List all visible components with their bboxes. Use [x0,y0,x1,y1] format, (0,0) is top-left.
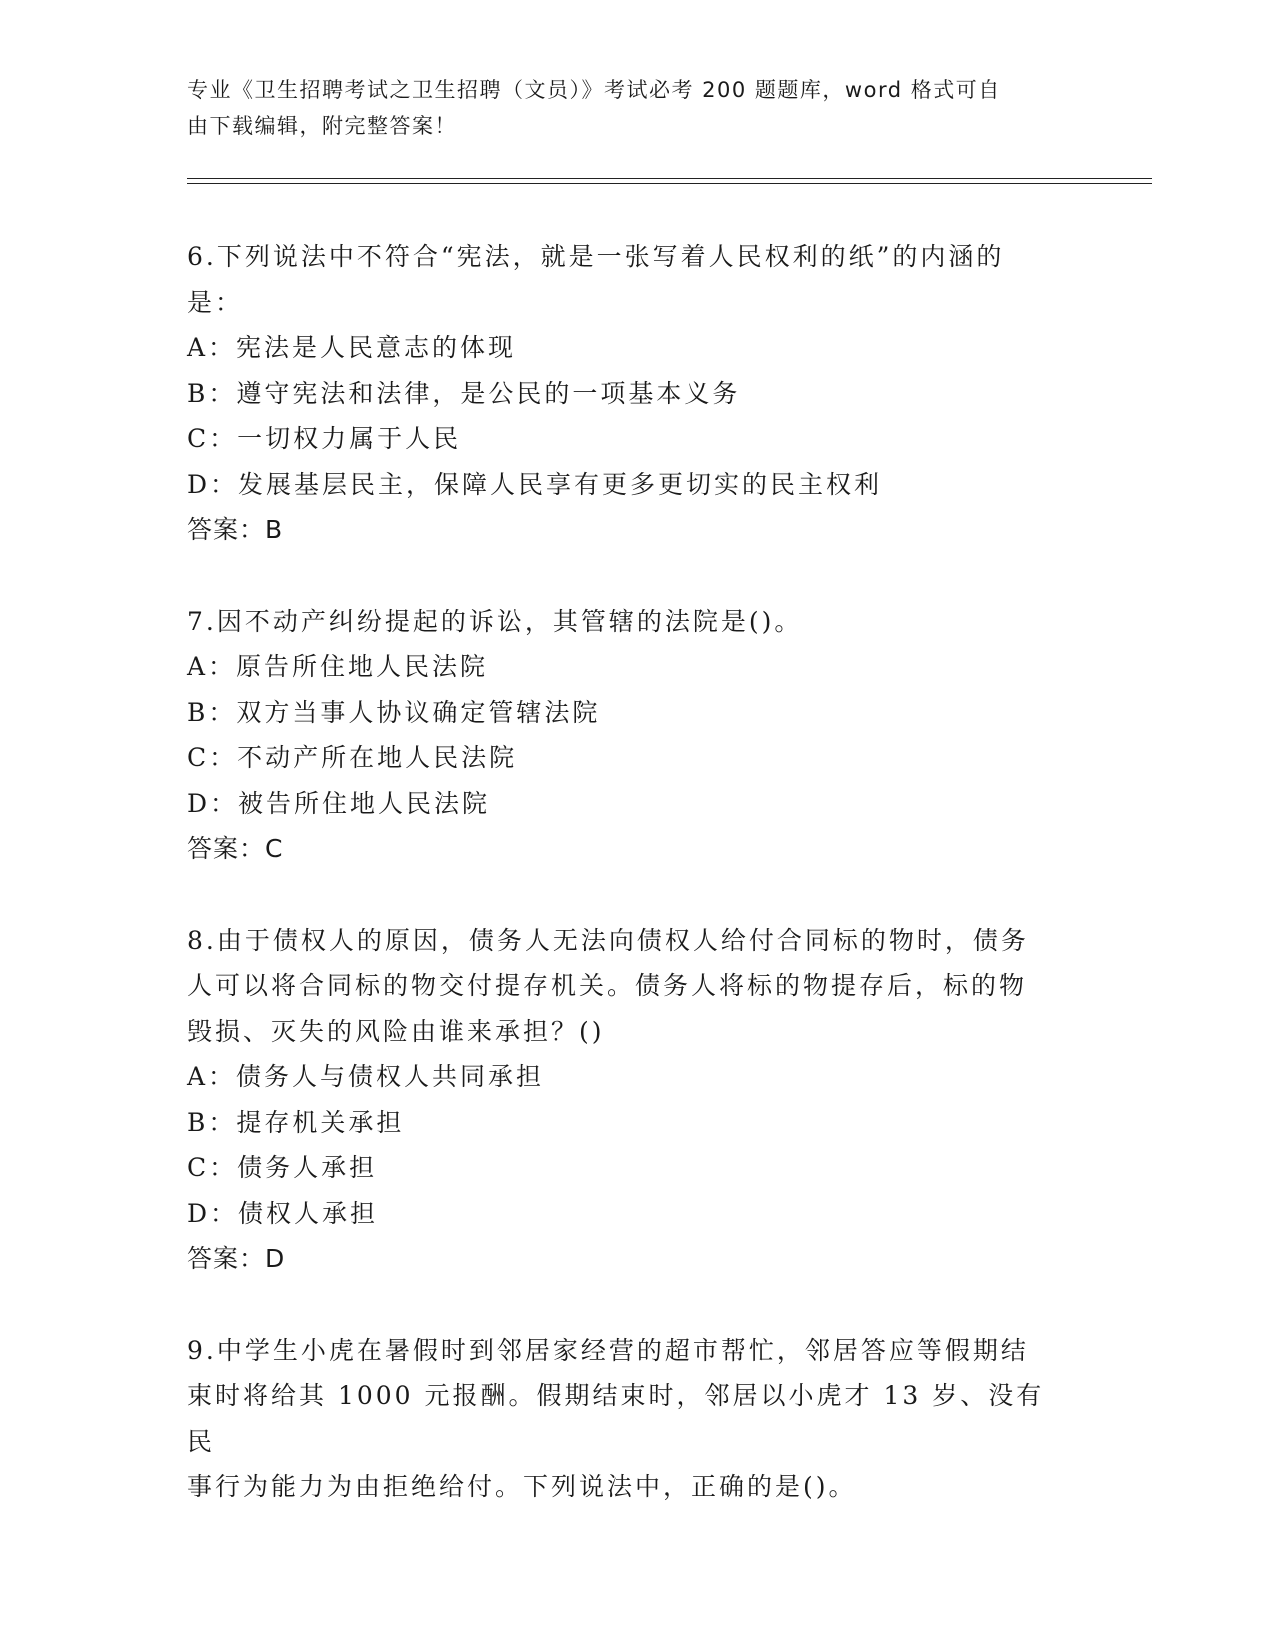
option-b: B：提存机关承担 [187,1107,405,1137]
question-list [187,234,1067,1556]
header-line-2: 由下载编辑，附完整答案！ [187,114,457,138]
document-header [187,72,1067,144]
question-text-line: 9.中学生小虎在暑假时到邻居家经营的超市帮忙，邻居答应等假期结 [187,1335,1029,1365]
option-d: D：发展基层民主，保障人民享有更多更切实的民主权利 [187,469,883,499]
header-divider-top [187,178,1152,179]
question-6 [187,234,1067,553]
question-text-line: 人可以将合同标的物交付提存机关。债务人将标的物提存后，标的物 [187,971,1028,1000]
option-a: A：宪法是人民意志的体现 [187,333,517,362]
question-9 [187,1328,1067,1510]
question-text-line: 事行为能力为由拒绝给付。下列说法中，正确的是()。 [187,1472,857,1501]
answer-line: 答案：B [187,515,284,544]
option-d: D：债权人承担 [187,1198,379,1228]
question-text-line: 是： [187,287,244,317]
answer-line: 答案：C [187,834,284,863]
question-text-line: 6.下列说法中不符合“宪法，就是一张写着人民权利的纸”的内涵的 [187,242,1005,271]
option-a: A：原告所住地人民法院 [187,652,489,681]
question-text-line: 7.因不动产纠纷提起的诉讼，其管辖的法院是()。 [187,606,803,636]
option-c: C：债务人承担 [187,1153,378,1182]
option-c: C：不动产所在地人民法院 [187,743,518,772]
option-c: C：一切权力属于人民 [187,424,462,453]
header-line-1: 专业《卫生招聘考试之卫生招聘（文员）》考试必考 200 题题库，word 格式可自 [187,78,1001,102]
question-text-line: 8.由于债权人的原因，债务人无法向债权人给付合同标的物时，债务 [187,925,1029,955]
answer-line: 答案：D [187,1244,286,1273]
option-b: B：遵守宪法和法律，是公民的一项基本义务 [187,378,741,408]
question-text-line: 束时将给其 1000 元报酬。假期结束时，邻居以小虎才 13 岁、没有民 [187,1381,1045,1456]
option-d: D：被告所住地人民法院 [187,788,491,818]
header-divider-bottom [187,183,1152,184]
option-a: A：债务人与债权人共同承担 [187,1062,545,1091]
question-7 [187,599,1067,872]
option-b: B：双方当事人协议确定管辖法院 [187,697,601,727]
question-text-line: 毁损、灭失的风险由谁来承担？() [187,1016,605,1046]
question-8 [187,918,1067,1282]
